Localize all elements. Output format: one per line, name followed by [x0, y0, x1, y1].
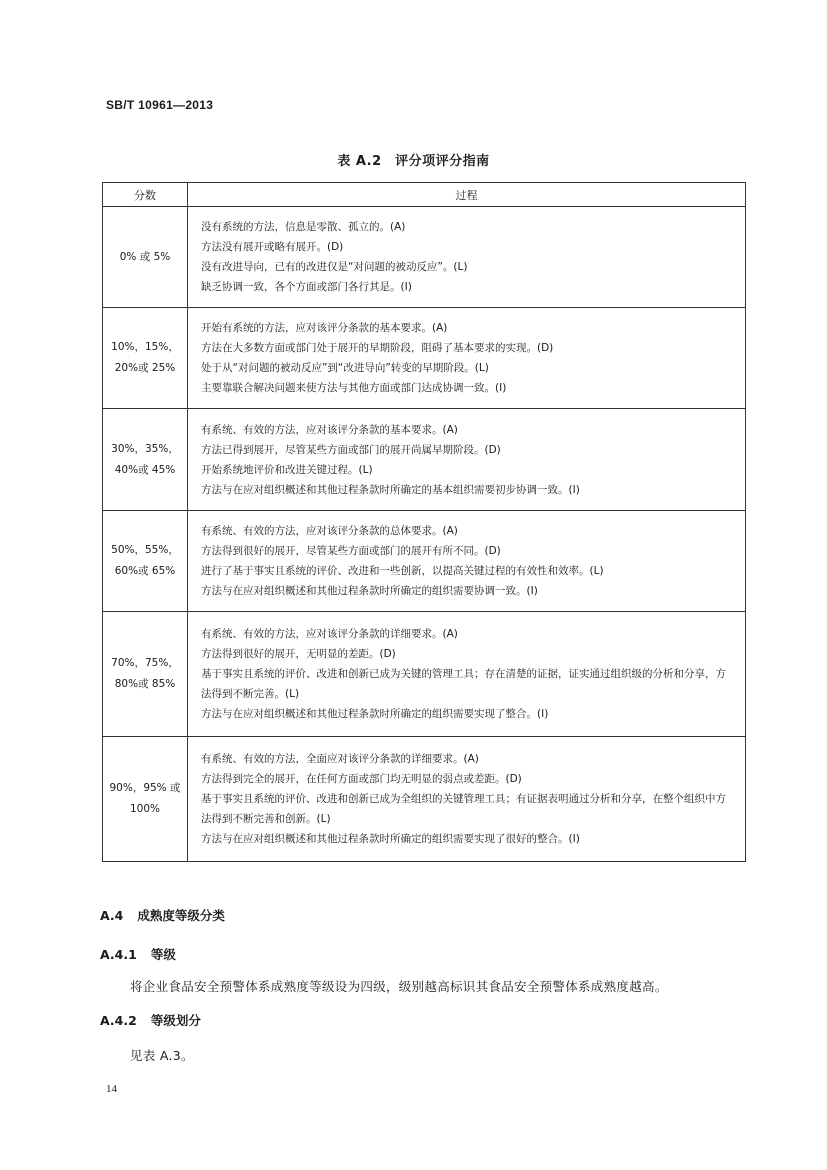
process-cell — [188, 611, 746, 736]
table-row — [103, 308, 746, 409]
table-row — [103, 207, 746, 308]
process-line: 有系统、有效的方法，应对该评分条款的基本要求。(A) — [201, 423, 458, 436]
process-line: 没有改进导向，已有的改进仅是“对问题的被动反应”。(L) — [201, 261, 468, 274]
score-text: 20%或 25% — [114, 362, 176, 375]
section-title: 等级划分 — [150, 1013, 201, 1028]
section-a42-heading — [100, 1011, 201, 1029]
process-line: 方法在大多数方面或部门处于展开的早期阶段，阻碍了基本要求的实现。(D) — [201, 342, 554, 355]
process-line: 方法与在应对组织概述和其他过程条款时所确定的基本组织需要初步协调一致。(I) — [201, 483, 580, 496]
table-body — [103, 207, 746, 862]
section-a41-paragraph: 将企业食品安全预警体系成熟度等级设为四级，级别越高标识其食品安全预警体系成熟度越高。 — [130, 979, 668, 994]
score-cell — [103, 611, 188, 736]
score-cell — [103, 308, 188, 409]
process-line: 开始有系统的方法，应对该评分条款的基本要求。(A) — [201, 322, 448, 335]
score-cell — [103, 409, 188, 510]
score-text: 10%，15%， — [111, 341, 179, 354]
section-a42-paragraph: 见表 A.3。 — [130, 1048, 194, 1063]
score-text: 70%，75%， — [111, 656, 179, 669]
process-cell — [188, 308, 746, 409]
section-title: 等级 — [150, 947, 176, 962]
process-line: 方法得到完全的展开，在任何方面或部门均无明显的弱点或差距。(D) — [201, 772, 522, 785]
score-cell — [103, 207, 188, 308]
score-text: 60%或 65% — [114, 564, 176, 577]
process-line: 有系统、有效的方法，应对该评分条款的总体要求。(A) — [201, 524, 458, 537]
section-number: A.4.2 — [100, 1013, 137, 1028]
process-line: 方法得到很好的展开，无明显的差距。(D) — [201, 647, 396, 660]
table-header-row — [103, 183, 746, 207]
score-text: 80%或 85% — [114, 677, 176, 690]
process-cell — [188, 409, 746, 510]
page-number: 14 — [106, 1083, 117, 1095]
process-line: 主要靠联合解决问题来使方法与其他方面或部门达成协调一致。(I) — [201, 382, 507, 395]
score-cell — [103, 510, 188, 611]
column-header-process: 过程 — [188, 183, 746, 207]
process-line: 方法已得到展开，尽管某些方面或部门的展开尚属早期阶段。(D) — [201, 443, 501, 456]
process-line: 基于事实且系统的评价、改进和创新已成为关键的管理工具；存在清楚的证据，证实通过组织级的分析和分享，方法得到不断完善。(L) — [201, 667, 726, 700]
process-line: 有系统、有效的方法，应对该评分条款的详细要求。(A) — [201, 627, 458, 640]
score-text: 90%，95% 或 — [109, 781, 181, 794]
process-line: 开始系统地评价和改进关键过程。(L) — [201, 463, 373, 476]
score-cell — [103, 736, 188, 861]
process-line: 方法得到很好的展开，尽管某些方面或部门的展开有所不同。(D) — [201, 544, 501, 557]
process-cell — [188, 207, 746, 308]
process-line: 方法没有展开或略有展开。(D) — [201, 241, 344, 254]
scoring-guide-table — [102, 182, 746, 862]
process-line: 缺乏协调一致，各个方面或部门各行其是。(I) — [201, 281, 412, 294]
table-title: 表 A.2 评分项评分指南 — [337, 154, 490, 169]
process-line: 方法与在应对组织概述和其他过程条款时所确定的组织需要实现了很好的整合。(I) — [201, 832, 580, 845]
process-line: 没有系统的方法，信息是零散、孤立的。(A) — [201, 221, 406, 234]
section-number: A.4 — [100, 908, 124, 923]
score-text: 100% — [129, 802, 161, 815]
section-number: A.4.1 — [100, 947, 137, 962]
process-cell — [188, 736, 746, 861]
score-text: 50%，55%， — [111, 543, 179, 556]
table-row — [103, 736, 746, 861]
section-title: 成熟度等级分类 — [137, 908, 225, 923]
table-row — [103, 409, 746, 510]
process-line: 有系统、有效的方法，全面应对该评分条款的详细要求。(A) — [201, 752, 479, 765]
process-line: 方法与在应对组织概述和其他过程条款时所确定的组织需要协调一致。(I) — [201, 584, 538, 597]
column-header-score: 分数 — [103, 183, 188, 207]
score-text: 40%或 45% — [114, 463, 176, 476]
process-line: 方法与在应对组织概述和其他过程条款时所确定的组织需要实现了整合。(I) — [201, 707, 549, 720]
process-line: 处于从“对问题的被动反应”到“改进导向”转变的早期阶段。(L) — [201, 362, 489, 375]
score-text: 0% 或 5% — [119, 250, 171, 263]
process-cell — [188, 510, 746, 611]
process-line: 进行了基于事实且系统的评价、改进和一些创新，以提高关键过程的有效性和效率。(L) — [201, 564, 604, 577]
table-row — [103, 510, 746, 611]
section-a41-heading — [100, 945, 176, 963]
section-a4-heading — [100, 906, 225, 924]
table-row — [103, 611, 746, 736]
score-text: 30%，35%， — [111, 442, 179, 455]
process-line: 基于事实且系统的评价、改进和创新已成为全组织的关键管理工具；有证据表明通过分析和分享，在整个组织中方法得到不断完善和创新。(L) — [201, 792, 726, 825]
document-code: SB/T 10961—2013 — [106, 98, 214, 112]
